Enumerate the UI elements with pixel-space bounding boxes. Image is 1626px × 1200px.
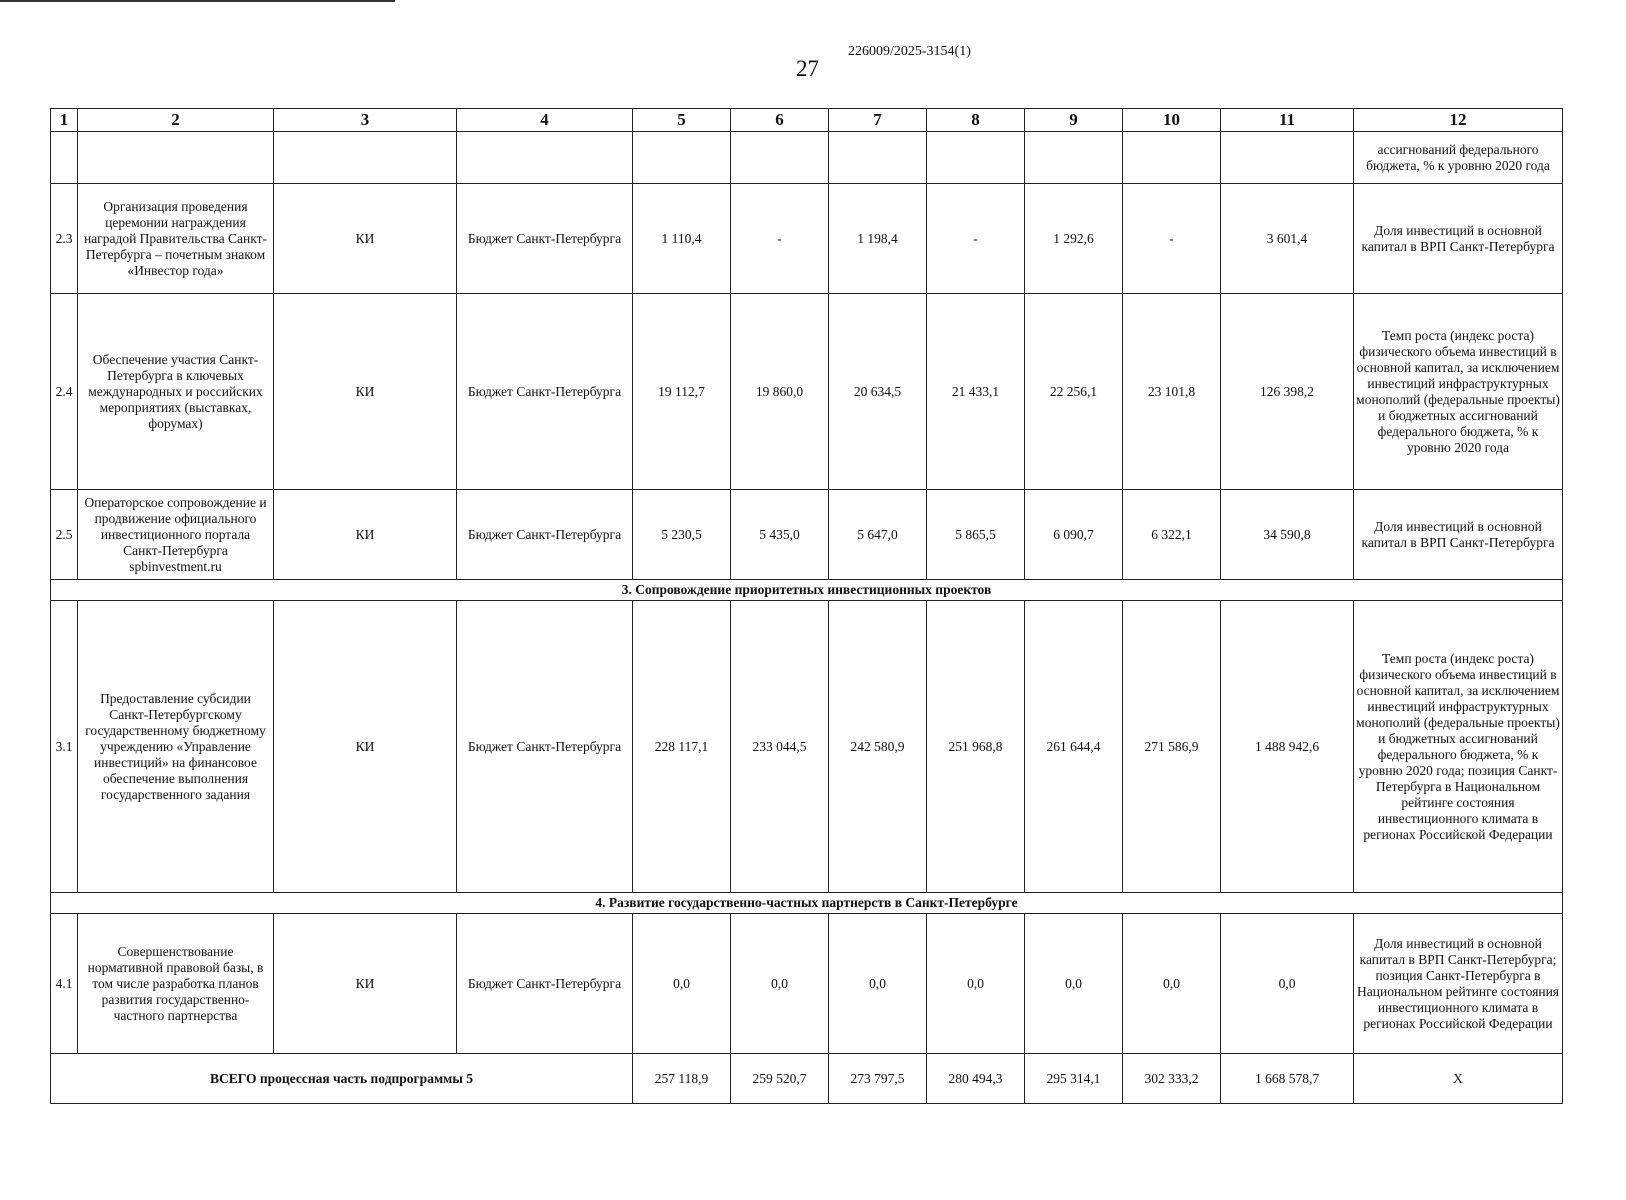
value-cell: 242 580,9	[829, 601, 927, 893]
measure-name: Организация проведения церемонии награждения наградой Правительства Санкт-Петербурга – почетным знаком «Инвестор года»	[78, 184, 274, 294]
indicator-cell: Доля инвестиций в основной капитал в ВРП Санкт-Петербурга	[1354, 490, 1563, 580]
value-cell: -	[1123, 184, 1221, 294]
table-row	[51, 490, 1563, 580]
total-value: 273 797,5	[829, 1054, 927, 1104]
total-value: 302 333,2	[1123, 1054, 1221, 1104]
col-header: 12	[1354, 109, 1563, 132]
value-cell: -	[731, 184, 829, 294]
section-title: 3. Сопровождение приоритетных инвестиционных проектов	[51, 580, 1563, 601]
value-cell: 5 230,5	[633, 490, 731, 580]
value-cell: 6 090,7	[1025, 490, 1123, 580]
executor-cell: КИ	[274, 184, 457, 294]
table-row	[51, 914, 1563, 1054]
col-header: 4	[457, 109, 633, 132]
value-cell: 0,0	[1221, 914, 1354, 1054]
value-cell: 228 117,1	[633, 601, 731, 893]
executor-cell: КИ	[274, 601, 457, 893]
table-row	[51, 184, 1563, 294]
indicator-cell: Доля инвестиций в основной капитал в ВРП Санкт-Петербурга; позиция Санкт-Петербурга в Национальном рейтинге состояния инвестиционного климата в регионах Российской Федерации	[1354, 914, 1563, 1054]
value-cell: 19 112,7	[633, 294, 731, 490]
row-number: 4.1	[51, 914, 78, 1054]
value-cell: 0,0	[731, 914, 829, 1054]
continuation-row	[51, 132, 1563, 184]
row-number: 2.4	[51, 294, 78, 490]
indicator-cell: ассигнований федерального бюджета, % к уровню 2020 года	[1354, 132, 1563, 184]
total-value: 259 520,7	[731, 1054, 829, 1104]
indicator-cell: Доля инвестиций в основной капитал в ВРП Санкт-Петербурга	[1354, 184, 1563, 294]
funding-source: Бюджет Санкт-Петербурга	[457, 490, 633, 580]
total-value: 257 118,9	[633, 1054, 731, 1104]
value-cell: 0,0	[927, 914, 1025, 1054]
value-cell: 1 198,4	[829, 184, 927, 294]
total-value: 295 314,1	[1025, 1054, 1123, 1104]
value-cell: -	[927, 184, 1025, 294]
indicator-cell: Темп роста (индекс роста) физического объема инвестиций в основной капитал, за исключением инвестиций инфраструктурных монополий (федеральные проекты) и бюджетных ассигнований федерального бюджета, % к уровню 2020 года	[1354, 294, 1563, 490]
column-number-row	[51, 109, 1563, 132]
measure-name: Обеспечение участия Санкт-Петербурга в ключевых международных и российских мероприятиях (выставках, форумах)	[78, 294, 274, 490]
col-header: 1	[51, 109, 78, 132]
value-cell: 5 647,0	[829, 490, 927, 580]
funding-source: Бюджет Санкт-Петербурга	[457, 914, 633, 1054]
col-header: 9	[1025, 109, 1123, 132]
measure-name: Предоставление субсидии Санкт-Петербургскому государственному бюджетному учреждению «Управление инвестиций» на финансовое обеспечение выполнения государственного задания	[78, 601, 274, 893]
funding-source: Бюджет Санкт-Петербурга	[457, 601, 633, 893]
total-value: 280 494,3	[927, 1054, 1025, 1104]
top-scan-line	[0, 0, 395, 2]
value-cell: 22 256,1	[1025, 294, 1123, 490]
col-header: 2	[78, 109, 274, 132]
value-cell: 19 860,0	[731, 294, 829, 490]
total-row	[51, 1054, 1563, 1104]
executor-cell: КИ	[274, 490, 457, 580]
total-value: 1 668 578,7	[1221, 1054, 1354, 1104]
executor-cell: КИ	[274, 294, 457, 490]
value-cell: 0,0	[829, 914, 927, 1054]
value-cell: 34 590,8	[1221, 490, 1354, 580]
document-id: 226009/2025-3154(1)	[848, 44, 971, 59]
col-header: 8	[927, 109, 1025, 132]
row-number: 3.1	[51, 601, 78, 893]
row-number: 2.5	[51, 490, 78, 580]
value-cell: 126 398,2	[1221, 294, 1354, 490]
section-header-row	[51, 893, 1563, 914]
table-row	[51, 601, 1563, 893]
col-header: 6	[731, 109, 829, 132]
table-row	[51, 294, 1563, 490]
value-cell: 0,0	[1025, 914, 1123, 1054]
value-cell: 1 292,6	[1025, 184, 1123, 294]
value-cell: 0,0	[1123, 914, 1221, 1054]
value-cell: 21 433,1	[927, 294, 1025, 490]
row-number: 2.3	[51, 184, 78, 294]
executor-cell: КИ	[274, 914, 457, 1054]
value-cell: 20 634,5	[829, 294, 927, 490]
funding-source: Бюджет Санкт-Петербурга	[457, 184, 633, 294]
col-header: 5	[633, 109, 731, 132]
value-cell: 6 322,1	[1123, 490, 1221, 580]
value-cell: 0,0	[633, 914, 731, 1054]
col-header: 10	[1123, 109, 1221, 132]
value-cell: 5 435,0	[731, 490, 829, 580]
measure-name: Операторское сопровождение и продвижение официального инвестиционного портала Санкт-Петербурга spbinvestment.ru	[78, 490, 274, 580]
value-cell: 1 110,4	[633, 184, 731, 294]
value-cell: 233 044,5	[731, 601, 829, 893]
page-number: 27	[796, 56, 819, 81]
measure-name: Совершенствование нормативной правовой базы, в том числе разработка планов развития государственно-частного партнерства	[78, 914, 274, 1054]
col-header: 11	[1221, 109, 1354, 132]
section-title: 4. Развитие государственно-частных партнерств в Санкт-Петербурге	[51, 893, 1563, 914]
value-cell: 3 601,4	[1221, 184, 1354, 294]
total-indicator: Х	[1354, 1054, 1563, 1104]
total-label: ВСЕГО процессная часть подпрограммы 5	[51, 1054, 633, 1104]
value-cell: 271 586,9	[1123, 601, 1221, 893]
funding-source: Бюджет Санкт-Петербурга	[457, 294, 633, 490]
value-cell: 23 101,8	[1123, 294, 1221, 490]
program-table	[50, 108, 1563, 1104]
value-cell: 261 644,4	[1025, 601, 1123, 893]
section-header-row	[51, 580, 1563, 601]
col-header: 3	[274, 109, 457, 132]
value-cell: 1 488 942,6	[1221, 601, 1354, 893]
col-header: 7	[829, 109, 927, 132]
value-cell: 5 865,5	[927, 490, 1025, 580]
value-cell: 251 968,8	[927, 601, 1025, 893]
indicator-cell: Темп роста (индекс роста) физического объема инвестиций в основной капитал, за исключением инвестиций инфраструктурных монополий (федеральные проекты) и бюджетных ассигнований федерального бюджета, % к уровню 2020 года; позиция Санкт-Петербурга в Национальном рейтинге состояния инвестиционного климата в регионах Российской Федерации	[1354, 601, 1563, 893]
